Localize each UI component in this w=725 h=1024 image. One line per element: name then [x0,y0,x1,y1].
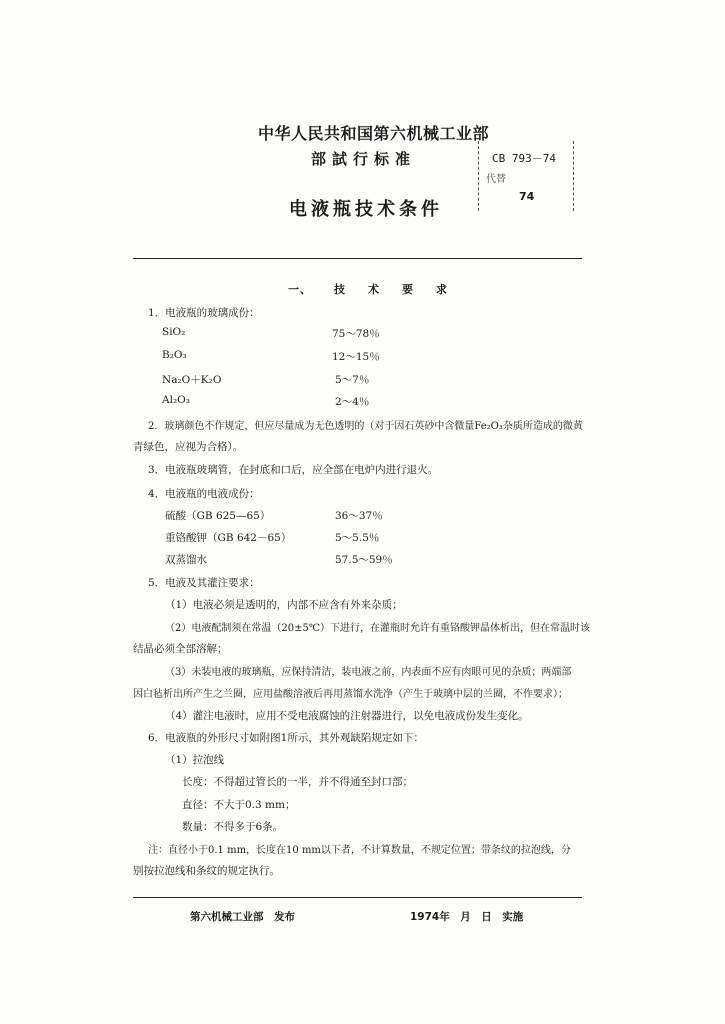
clause-3: 3．电液瓶玻璃管，在封底和口后，应全部在电炉内进行退火。 [148,464,439,476]
section-char-4: 求 [436,283,448,296]
footer-issuer: 第六机械工业部 发布 [190,911,295,923]
ministry-title: 中华人民共和国第六机械工业部 [258,124,490,143]
footer-date: 1974年 月 日 实施 [410,911,524,923]
footer-rule [133,897,582,898]
electrolyte-item-name: 硫酸（GB 625—65） [165,510,271,522]
standard-year: 74 [519,190,535,203]
standard-code: CB 793－74 [492,152,556,165]
section-number: 一、 [288,283,312,296]
electrolyte-item-name: 双蒸馏水 [165,554,207,566]
glass-item-value: 5～7％ [335,374,370,386]
clause-5-3-line-2: 因白毡析出所产生之兰圈，应用盐酸溶液后再用蒸馏水洗净（产生于玻璃中层的兰圈，不作要求）； [133,689,568,700]
clause-6-1-diameter: 直径：不大于0.3 mm； [182,799,296,811]
clause-2-line-1: 2．玻璃颜色不作规定，但应尽量成为无色透明的（对于因石英砂中含微量Fe₂O₃杂质所造成的微黄 [148,421,583,432]
glass-item-name: Al₂O₃ [162,394,190,406]
clause-1: 1．电液瓶的玻璃成份： [148,307,260,319]
clause-5-3-line-1: （3）未装电液的玻璃瓶，应保持清洁，装电液之前，内表面不应有肉眼可见的杂质；两端部 [165,667,572,678]
glass-item-name: SiO₂ [162,326,186,338]
glass-item-value: 75～78％ [332,328,380,340]
clause-6-1-length: 长度：不得超过管长的一半，并不得通至封口部； [182,776,413,788]
glass-item-value: 12～15％ [332,351,380,363]
section-char-1: 技 [334,283,346,296]
note-line-1: 注：直径小于0.1 mm，长度在10 mm以下者，不计算数量，不规定位置；带条纹的拉泡线，分 [148,845,571,856]
glass-item-name: B₂O₃ [162,349,187,361]
glass-item-name: Na₂O＋K₂O [162,374,222,386]
electrolyte-item-value: 57.5～59％ [335,554,393,566]
clause-5-2-line-2: 结晶必须全部溶解； [133,643,228,655]
clause-6-1-count: 数量：不得多于6条。 [182,821,284,833]
clause-5-2-line-1: （2）电液配制须在常温（20±5℃）下进行，在灌瓶时允许有重铬酸钾晶体析出，但在常温时该 [165,623,591,634]
section-char-2: 术 [368,283,380,296]
document-title: 电液瓶技术条件 [289,199,443,220]
clause-6-1: （1）拉泡线 [165,754,225,766]
section-char-3: 要 [402,283,414,296]
glass-item-value: 2～4％ [335,396,370,408]
standard-alternate: 代替 [486,174,506,185]
clause-5-4: （4）灌注电液时，应用不受电液腐蚀的注射器进行，以免电液成份发生变化。 [165,710,529,722]
standard-type: 部試行标准 [311,150,417,168]
note-line-2: 别按拉泡线和条纹的规定执行。 [133,865,280,877]
header-rule [133,258,582,259]
electrolyte-item-name: 重铬酸钾（GB 642－65） [165,532,292,544]
electrolyte-item-value: 5～5.5％ [335,532,380,544]
clause-2-line-2: 青绿色，应视为合格）。 [133,441,244,453]
clause-6: 6．电液瓶的外形尺寸如附图1所示，其外观缺陷规定如下： [148,732,424,744]
clause-4: 4．电液瓶的电液成份： [148,488,260,500]
clause-5: 5．电液及其灌注要求： [148,577,260,589]
section-heading [288,281,470,297]
clause-5-1: （1）电液必须是透明的，内部不应含有外来杂质； [165,599,403,611]
electrolyte-item-value: 36～37％ [335,510,383,522]
